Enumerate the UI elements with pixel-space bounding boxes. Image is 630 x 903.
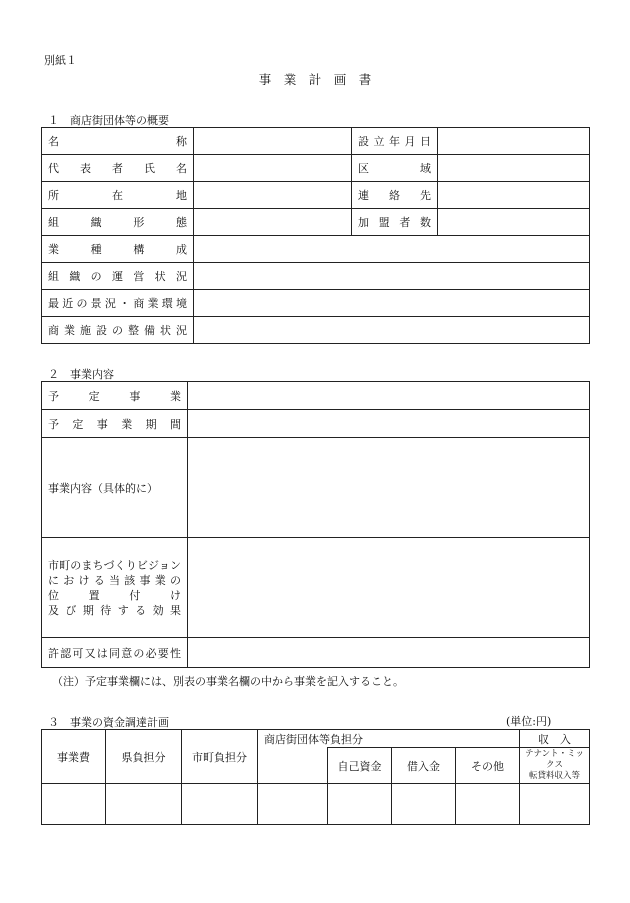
table-row — [42, 290, 590, 317]
label-name: 名称 — [42, 128, 194, 155]
page-title: 事 業 計 画 書 — [258, 72, 372, 87]
table-row — [42, 730, 590, 748]
table-row — [42, 317, 590, 344]
section-2-note: （注）予定事業欄には、別表の事業名欄の中から事業を記入すること。 — [52, 675, 404, 688]
input-facility-status[interactable] — [194, 317, 590, 344]
input-own-funds[interactable] — [328, 784, 392, 825]
label-area: 区域 — [352, 155, 438, 182]
header-city-share: 市町負担分 — [182, 730, 258, 784]
input-representative[interactable] — [194, 155, 352, 182]
label-project-period: 予定事業期間 — [42, 410, 188, 438]
label-organization-form: 組織形態 — [42, 209, 194, 236]
input-established-date[interactable] — [438, 128, 590, 155]
table-row — [42, 209, 590, 236]
table-row — [42, 236, 590, 263]
input-income[interactable] — [520, 784, 590, 825]
header-income-detail — [520, 748, 590, 784]
input-association-share[interactable] — [258, 784, 328, 825]
section-1-heading: １ 商店街団体等の概要 — [48, 114, 169, 127]
header-prefecture-share: 県負担分 — [106, 730, 182, 784]
unit-label: (単位:円) — [506, 715, 552, 728]
project-content-table — [41, 381, 590, 668]
income-detail-line-1: テナント・ミックス — [525, 749, 584, 770]
section-3-heading: ３ 事業の資金調達計画 — [48, 716, 169, 729]
vision-label-line-1: 市町のまちづくりビジョンにおける当該事業の — [48, 558, 181, 587]
input-organization-form[interactable] — [194, 209, 352, 236]
header-loan: 借入金 — [392, 748, 456, 784]
label-permission-required: 許認可又は同意の必要性 — [42, 638, 188, 668]
label-representative: 代表者氏名 — [42, 155, 194, 182]
label-industry-composition: 業種構成 — [42, 236, 194, 263]
input-name[interactable] — [194, 128, 352, 155]
input-prefecture-share[interactable] — [106, 784, 182, 825]
table-row — [42, 538, 590, 638]
label-address: 所在地 — [42, 182, 194, 209]
header-other: その他 — [456, 748, 520, 784]
input-loan[interactable] — [392, 784, 456, 825]
label-vision-positioning — [42, 538, 188, 638]
label-business-climate: 最近の景況・商業環境 — [42, 290, 194, 317]
table-row — [42, 382, 590, 410]
table-row — [42, 182, 590, 209]
header-project-cost: 事業費 — [42, 730, 106, 784]
input-permission-required[interactable] — [188, 638, 590, 668]
input-other[interactable] — [456, 784, 520, 825]
input-vision-positioning[interactable] — [188, 538, 590, 638]
vision-label-line-3: 及び期待する効果 — [48, 603, 181, 617]
label-operation-status: 組織の運営状況 — [42, 263, 194, 290]
input-industry-composition[interactable] — [194, 236, 590, 263]
table-row — [42, 638, 590, 668]
attachment-label: 別紙１ — [44, 54, 77, 67]
input-business-climate[interactable] — [194, 290, 590, 317]
label-established-date: 設立年月日 — [352, 128, 438, 155]
table-row — [42, 784, 590, 825]
table-row — [42, 263, 590, 290]
input-operation-status[interactable] — [194, 263, 590, 290]
table-row — [42, 410, 590, 438]
input-city-share[interactable] — [182, 784, 258, 825]
label-project-details: 事業内容（具体的に） — [42, 438, 188, 538]
label-member-count: 加盟者数 — [352, 209, 438, 236]
input-member-count[interactable] — [438, 209, 590, 236]
header-association-spacer — [258, 748, 328, 784]
input-project-details[interactable] — [188, 438, 590, 538]
table-row — [42, 438, 590, 538]
income-detail-line-2: 転貸料収入等 — [528, 771, 580, 781]
header-association-share: 商店街団体等負担分 — [258, 730, 520, 748]
table-row — [42, 128, 590, 155]
label-contact: 連絡先 — [352, 182, 438, 209]
funding-plan-table — [41, 729, 590, 825]
label-planned-project: 予定事業 — [42, 382, 188, 410]
label-facility-status: 商業施設の整備状況 — [42, 317, 194, 344]
input-planned-project[interactable] — [188, 382, 590, 410]
header-own-funds: 自己資金 — [328, 748, 392, 784]
header-income: 収 入 — [520, 730, 590, 748]
input-address[interactable] — [194, 182, 352, 209]
section-2-heading: ２ 事業内容 — [48, 368, 114, 381]
input-project-cost[interactable] — [42, 784, 106, 825]
vision-label-line-2: 位置付け — [48, 588, 181, 602]
table-row — [42, 155, 590, 182]
input-project-period[interactable] — [188, 410, 590, 438]
input-area[interactable] — [438, 155, 590, 182]
input-contact[interactable] — [438, 182, 590, 209]
overview-table — [41, 127, 590, 344]
